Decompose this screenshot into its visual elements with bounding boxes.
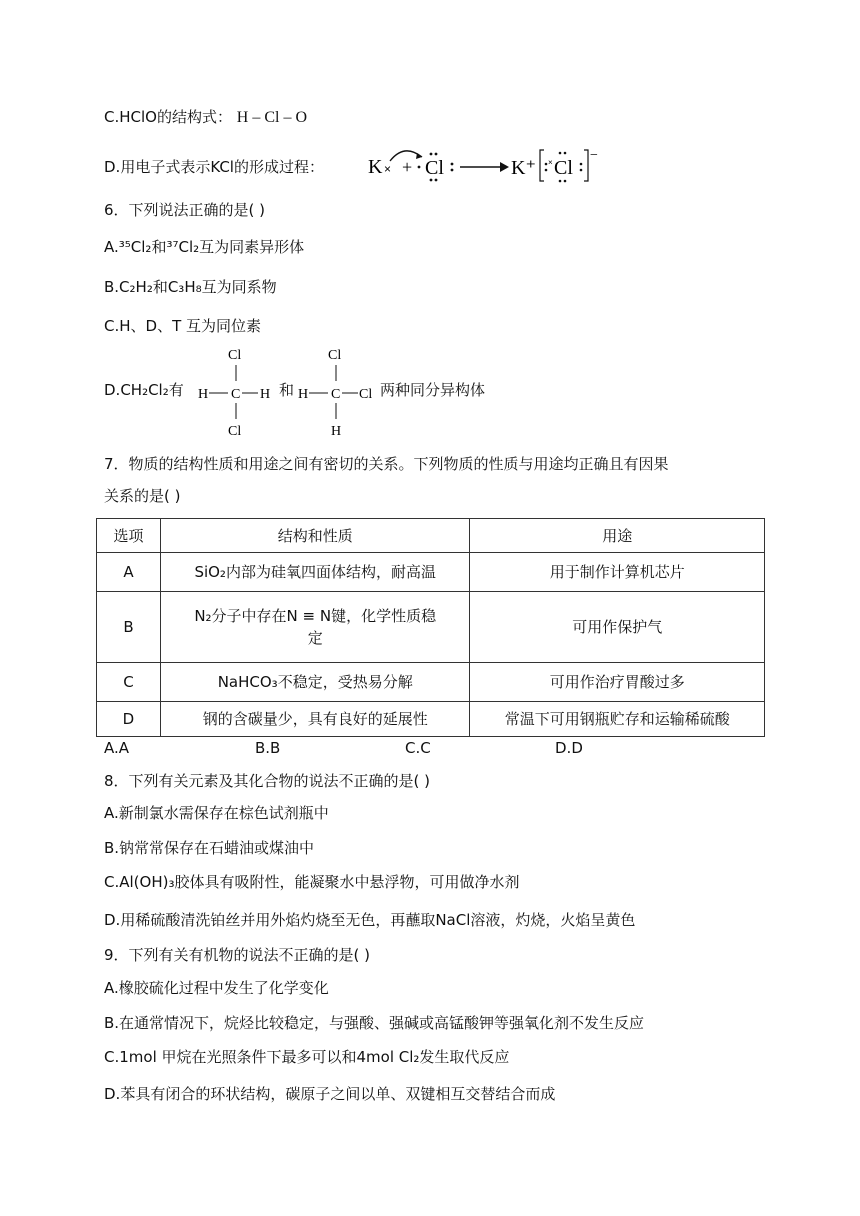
k-atom-symbol: K: [368, 156, 383, 178]
q9-option-d: D.苯具有闭合的环状结构，碳原子之间以单、双键相互交替结合而成: [104, 1085, 556, 1103]
table-row: [97, 702, 765, 737]
q9-option-c: C.1mol 甲烷在光照条件下最多可以和4mol Cl₂发生取代反应: [104, 1048, 510, 1066]
svg-text:H: H: [298, 387, 309, 402]
left-bracket: [540, 150, 544, 181]
row-property-line2: 定: [307, 629, 323, 647]
q6-option-d-and: 和: [279, 381, 295, 399]
row-option: A: [97, 553, 161, 592]
cl-ion-electron-cross: ×: [548, 158, 553, 167]
q8-option-d: D.用稀硫酸清洗铂丝并用外焰灼烧至无色，再蘸取NaCl溶液，灼烧，火焰呈黄色: [104, 911, 636, 929]
q9-stem: 9．下列有关有机物的说法不正确的是( ): [104, 946, 371, 964]
q8-option-b: B.钠常常保存在石蜡油或煤油中: [104, 839, 315, 857]
q8-option-c: C.Al(OH)₃胶体具有吸附性，能凝聚水中悬浮物，可用做净水剂: [104, 873, 520, 891]
k-electron-cross: ×: [384, 162, 392, 176]
reaction-arrow-head: [500, 162, 509, 172]
table-row: [97, 663, 765, 702]
table-header-row: [97, 519, 765, 553]
row-option: C: [97, 663, 161, 702]
table-row: [97, 592, 765, 663]
q6-option-c: C.H、D、T 互为同位素: [104, 317, 262, 335]
q9-option-a: A.橡胶硫化过程中发生了化学变化: [104, 979, 329, 997]
hclo-structural-formula: H – Cl – O: [236, 109, 307, 126]
svg-text:C: C: [331, 387, 341, 402]
row-property: NaHCO₃不稳定，受热易分解: [160, 663, 470, 702]
choice-c: C.C: [405, 739, 431, 757]
row-property: 钢的含碳量少，具有良好的延展性: [160, 702, 470, 737]
q6-stem: 6．下列说法正确的是( ): [104, 201, 266, 219]
q7-options-table: [96, 518, 765, 737]
q7-stem-line2: 关系的是( ): [104, 487, 181, 505]
row-property: SiO₂内部为硅氧四面体结构，耐高温: [160, 553, 470, 592]
row-option: D: [97, 702, 161, 737]
chloride-charge: −: [590, 148, 598, 163]
header-use: 用途: [470, 519, 765, 553]
row-property-line1: N₂分子中存在N ≡ N键，化学性质稳: [194, 607, 437, 625]
row-property: [160, 592, 470, 663]
row-use: 可用作治疗胃酸过多: [470, 663, 765, 702]
q5-option-d: [104, 156, 324, 178]
svg-text:Cl: Cl: [228, 348, 242, 363]
q5-option-d-text: D.用电子式表示KCl的形成过程：: [104, 158, 324, 176]
row-option: B: [97, 592, 161, 663]
q9-option-b: B.在通常情况下，烷烃比较稳定，与强酸、强碱或高锰酸钾等强氧化剂不发生反应: [104, 1014, 645, 1032]
q7-stem-line1: 7．物质的结构性质和用途之间有密切的关系。下列物质的性质与用途均正确且有因果: [104, 455, 669, 473]
table-row: [97, 553, 765, 592]
kcl-electron-formation-diagram: [364, 141, 604, 187]
header-property: 结构和性质: [160, 519, 470, 553]
q5-option-c-text: C.HClO的结构式：: [104, 108, 232, 126]
svg-text:Cl: Cl: [328, 348, 342, 363]
svg-text:H: H: [198, 387, 209, 402]
cl-ion-symbol: Cl: [554, 157, 573, 179]
dichloromethane-structure-1: [196, 343, 278, 441]
choice-a: A.A: [104, 739, 130, 757]
dichloromethane-structure-2: [296, 343, 380, 441]
row-use: 可用作保护气: [470, 592, 765, 663]
q5-option-c: [104, 106, 307, 129]
q8-option-a: A.新制氯水需保存在棕色试剂瓶中: [104, 804, 329, 822]
svg-text:C: C: [231, 387, 241, 402]
svg-text:Cl: Cl: [359, 387, 373, 402]
q8-stem: 8．下列有关元素及其化合物的说法不正确的是( ): [104, 772, 431, 790]
svg-text:H: H: [331, 424, 342, 439]
q6-option-a: A.³⁵Cl₂和³⁷Cl₂互为同素异形体: [104, 238, 305, 256]
header-option: 选项: [97, 519, 161, 553]
cl-atom-symbol: Cl: [425, 157, 444, 179]
choice-d: D.D: [555, 739, 583, 757]
choice-b: B.B: [255, 739, 281, 757]
plus-sign: +: [402, 157, 413, 177]
q6-option-d-prefix: D.CH₂Cl₂有: [104, 381, 184, 399]
q6-option-d-suffix: 两种同分异构体: [380, 381, 486, 399]
q6-option-b: B.C₂H₂和C₃H₈互为同系物: [104, 278, 277, 296]
svg-text:Cl: Cl: [228, 424, 242, 439]
right-bracket: [584, 150, 588, 181]
row-use: 用于制作计算机芯片: [470, 553, 765, 592]
row-use: 常温下可用钢瓶贮存和运输稀硫酸: [470, 702, 765, 737]
k-ion-symbol: K⁺: [511, 157, 536, 179]
svg-text:H: H: [260, 387, 271, 402]
